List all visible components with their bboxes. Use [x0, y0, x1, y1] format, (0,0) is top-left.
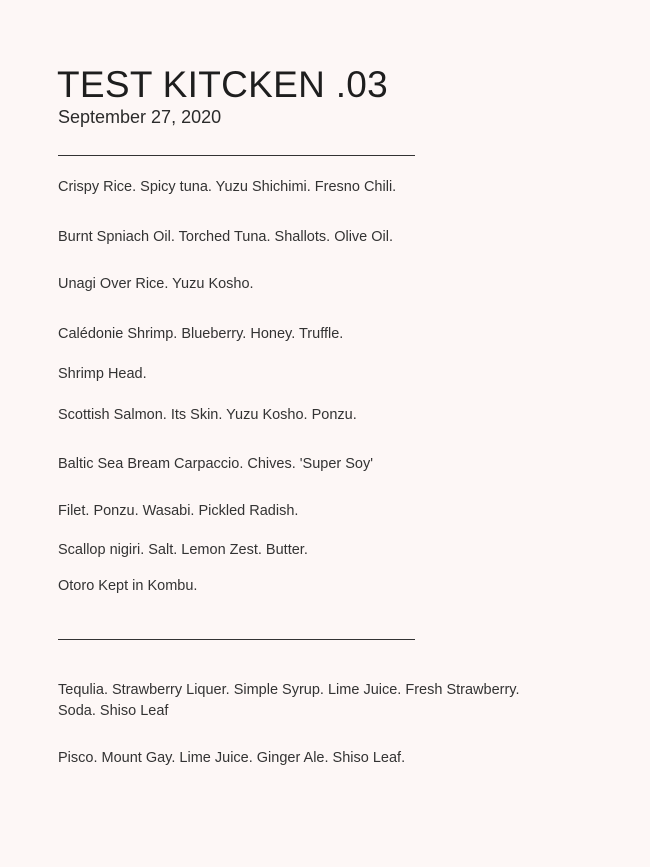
food-item: Scottish Salmon. Its Skin. Yuzu Kosho. Ponzu.: [58, 407, 357, 423]
divider-middle: [58, 639, 415, 640]
menu-date: September 27, 2020: [58, 107, 222, 127]
drink-item: Pisco. Mount Gay. Lime Juice. Ginger Ale. Shiso Leaf.: [58, 750, 406, 766]
food-item: Burnt Spniach Oil. Torched Tuna. Shallots. Olive Oil.: [58, 229, 394, 245]
food-item: Calédonie Shrimp. Blueberry. Honey. Truffle.: [58, 326, 344, 342]
food-item: Baltic Sea Bream Carpaccio. Chives. 'Super Soy': [58, 456, 374, 472]
food-item: Unagi Over Rice. Yuzu Kosho.: [58, 276, 254, 292]
food-item: Scallop nigiri. Salt. Lemon Zest. Butter.: [58, 542, 308, 558]
food-item: Shrimp Head.: [58, 366, 147, 382]
divider-top: [58, 155, 415, 156]
food-item: Otoro Kept in Kombu.: [58, 578, 198, 594]
food-item: Filet. Ponzu. Wasabi. Pickled Radish.: [58, 503, 299, 519]
menu-title: TEST KITCKEN .03: [57, 64, 389, 105]
food-item: Crispy Rice. Spicy tuna. Yuzu Shichimi. Fresno Chili.: [58, 179, 397, 195]
drink-item: Tequlia. Strawberry Liquer. Simple Syrup. Lime Juice. Fresh Strawberry. Soda. Shiso Leaf: [58, 682, 520, 719]
